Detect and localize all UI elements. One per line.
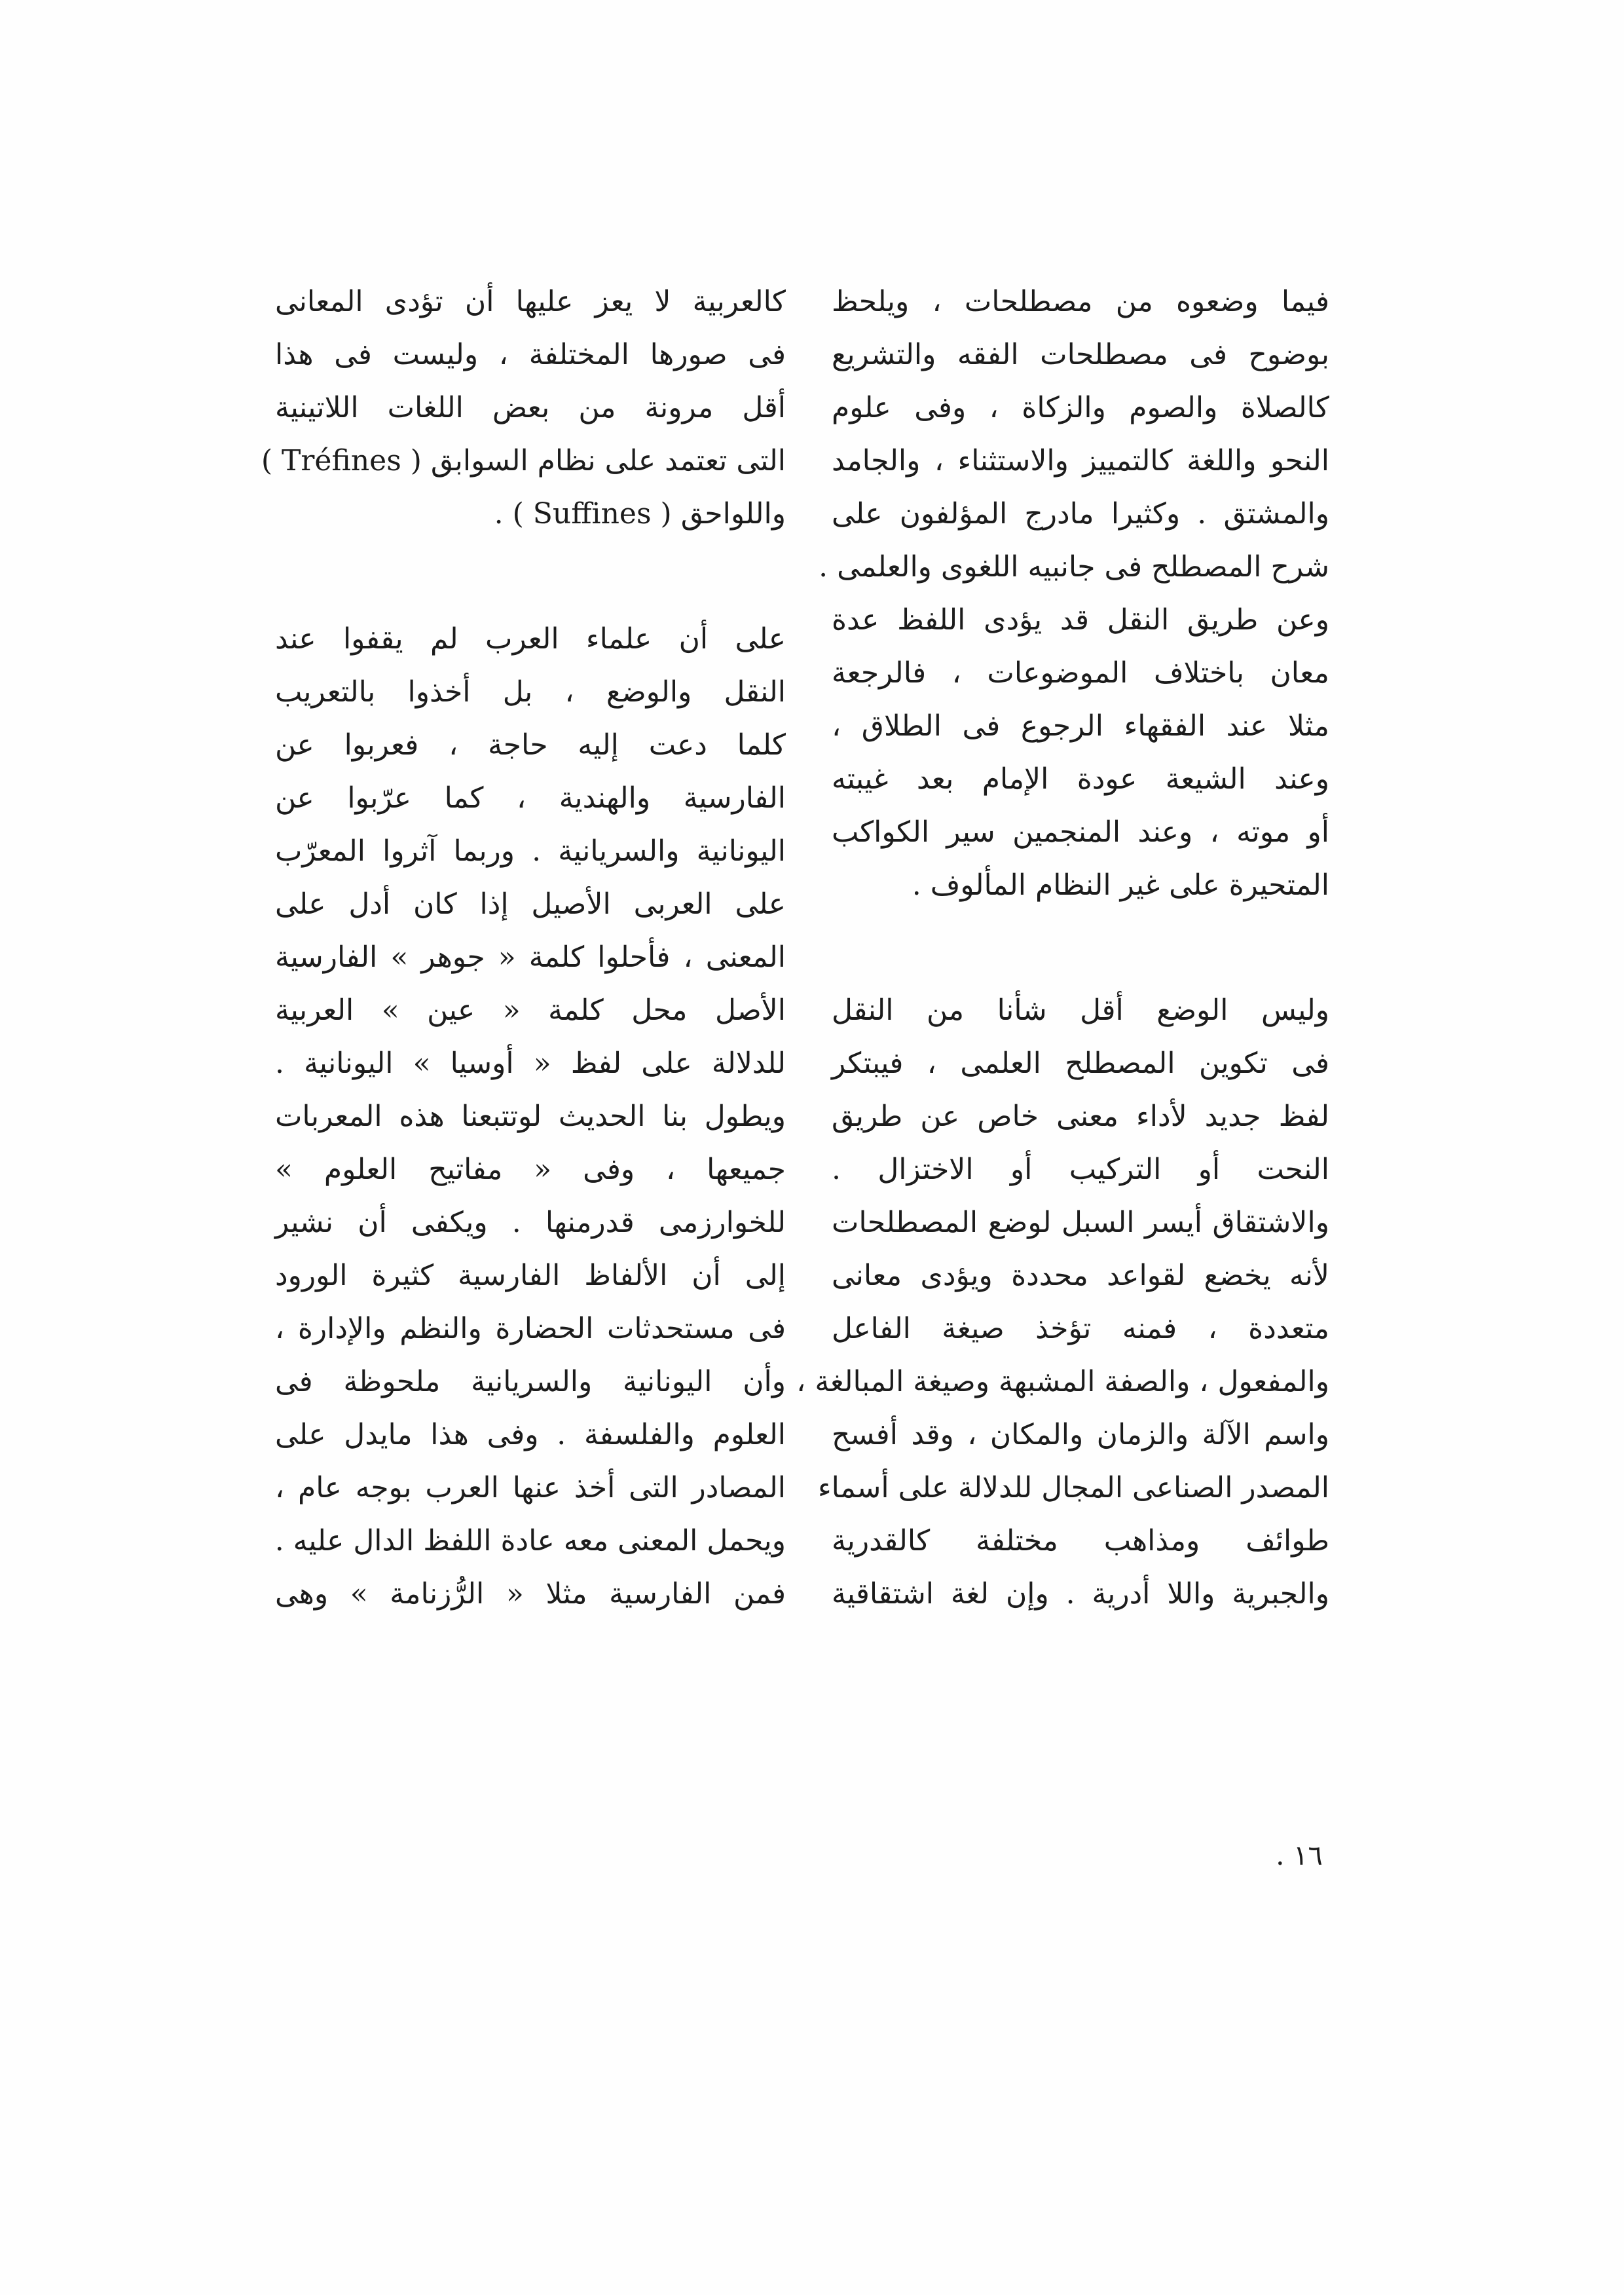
text-line: جميعها ، وفى « مفاتيح العلوم »	[275, 1153, 786, 1186]
text-line: الفارسية والهندية ، كما عرّبوا عن	[275, 781, 786, 815]
text-line: للدلالة على لفظ « أوسيا » اليونانية .	[275, 1047, 786, 1080]
text-line: أقل مرونة من بعض اللغات اللاتينية	[275, 391, 786, 424]
text-line: وعند الشيعة عودة الإمام بعد غيبته	[832, 762, 1329, 796]
text-line: وليس الوضع أقل شأنا من النقل	[832, 994, 1329, 1027]
text-line: والجبرية واللا أدرية . وإن لغة اشتقاقية	[832, 1577, 1329, 1611]
right-paragraph-2	[796, 984, 1329, 1620]
right-column	[796, 275, 1329, 1620]
text-line: الأصل محل كلمة « عين » العربية	[275, 994, 786, 1027]
text-line: والمفعول ، والصفة المشبهة وصيغة المبالغة ،	[796, 1365, 1329, 1398]
text-line: كالصلاة والصوم والزكاة ، وفى علوم	[832, 391, 1329, 424]
text-line: فى تكوين المصطلح العلمى ، فيبتكر	[832, 1047, 1329, 1080]
right-paragraph-1	[819, 275, 1329, 912]
left-column	[261, 275, 786, 1620]
text-line: المتحيرة على غير النظام المألوف .	[912, 868, 1329, 902]
text-line: كالعربية لا يعز عليها أن تؤدى المعانى	[275, 285, 786, 318]
left-paragraph-2	[275, 612, 786, 1620]
text-line: العلوم والفلسفة . وفى هذا مايدل على	[275, 1418, 786, 1451]
text-line: النقل والوضع ، بل أخذوا بالتعريب	[275, 675, 786, 709]
text-line: التى تعتمد على نظام السوابق ( Tréfines )	[261, 444, 786, 477]
text-line: وأن اليونانية والسريانية ملحوظة فى	[275, 1365, 786, 1398]
text-line: فيما وضعوه من مصطلحات ، ويلحظ	[832, 285, 1329, 318]
text-line: فى صورها المختلفة ، وليست فى هذا	[275, 338, 786, 371]
text-line: طوائف ومذاهب مختلفة كالقدرية	[832, 1524, 1329, 1558]
text-line: بوضوح فى مصطلحات الفقه والتشريع	[832, 338, 1329, 371]
paragraph-gap	[275, 540, 786, 612]
text-line: لفظ جديد لأداء معنى خاص عن طريق	[832, 1100, 1329, 1133]
text-line: النحو واللغة كالتمييز والاستثناء ، والجامد	[832, 444, 1329, 477]
text-line: شرح المصطلح فى جانبيه اللغوى والعلمى .	[819, 550, 1329, 584]
text-line: والمشتق . وكثيرا مادرج المؤلفون على	[832, 497, 1329, 531]
text-line: للخوارزمى قدرمنها . ويكفى أن نشير	[275, 1206, 786, 1239]
text-line: والاشتقاق أيسر السبل لوضع المصطلحات	[832, 1206, 1329, 1239]
text-line: متعددة ، فمنه تؤخذ صيغة الفاعل	[832, 1312, 1329, 1345]
text-line: أو موته ، وعند المنجمين سير الكواكب	[832, 815, 1329, 849]
text-line: على أن علماء العرب لم يقفوا عند	[275, 622, 786, 656]
text-line: إلى أن الألفاظ الفارسية كثيرة الورود	[275, 1259, 786, 1292]
paragraph-gap	[832, 912, 1329, 984]
text-line: النحت أو التركيب أو الاختزال .	[832, 1153, 1329, 1186]
left-paragraph-1	[261, 275, 786, 540]
text-line: فى مستحدثات الحضارة والنظم والإدارة ،	[275, 1312, 786, 1345]
text-line: على العربى الأصيل إذا كان أدل على	[275, 887, 786, 921]
text-line: واسم الآلة والزمان والمكان ، وقد أفسح	[832, 1418, 1329, 1451]
text-line: وعن طريق النقل قد يؤدى اللفظ عدة	[832, 603, 1329, 637]
text-line: فمن الفارسية مثلا « الرُّزنامة » وهى	[275, 1577, 786, 1611]
text-line: لأنه يخضع لقواعد محددة ويؤدى معانى	[832, 1259, 1329, 1292]
text-line: ويطول بنا الحديث لوتتبعنا هذه المعربات	[275, 1100, 786, 1133]
text-line: كلما دعت إليه حاجة ، فعربوا عن	[275, 728, 786, 762]
text-line: المصدر الصناعى المجال للدلالة على أسماء	[817, 1471, 1329, 1504]
text-line: ويحمل المعنى معه عادة اللفظ الدال عليه .	[274, 1524, 786, 1558]
text-line: المعنى ، فأحلوا كلمة « جوهر » الفارسية	[275, 941, 786, 974]
text-line: اليونانية والسريانية . وربما آثروا المعرّب	[275, 834, 786, 868]
page-number: ١٦ .	[1276, 1839, 1323, 1871]
text-line: مثلا عند الفقهاء الرجوع فى الطلاق ،	[832, 709, 1329, 743]
text-line: معان باختلاف الموضوعات ، فالرجعة	[832, 656, 1329, 690]
text-line: المصادر التى أخذ عنها العرب بوجه عام ،	[275, 1471, 786, 1504]
text-line: واللواحق ( Suffines ) .	[494, 497, 786, 531]
